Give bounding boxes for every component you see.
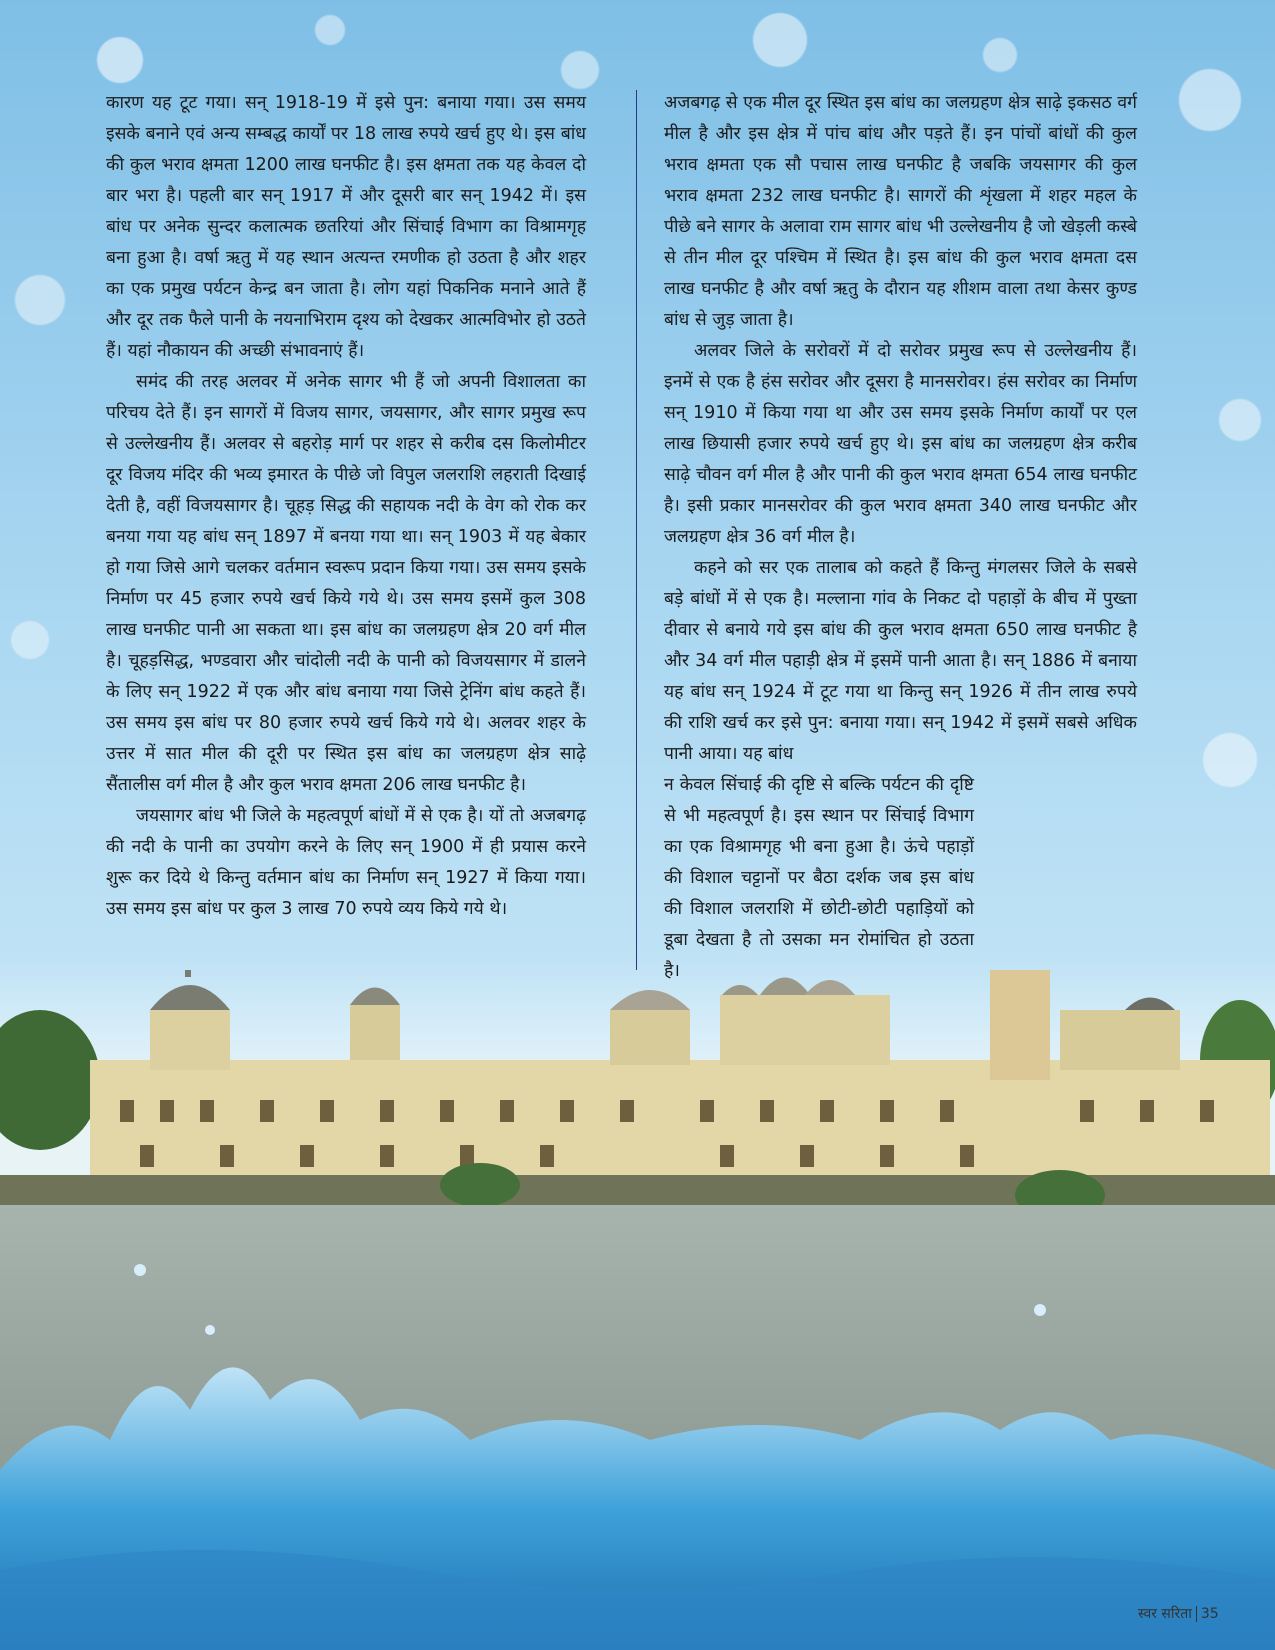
right-paragraph-1: अजबगढ़ से एक मील दूर स्थित इस बांध का जलग्रहण क्षेत्र साढ़े इकसठ वर्ग मील है और इस क्षेत्र में पांच बांध और पड़ते हैं। इन पांचों बांधों की कुल भराव क्षमता एक सौ पचास लाख घनफीट है जबकि जयसागर की कुल भराव क्षमता 232 लाख घनफीट है। सागरों की शृंखला में शहर महल के पीछे बने सागर के अलावा राम सागर बांध भी उल्लेखनीय है जो खेड़ली कस्बे से तीन मील दूर पश्चिम में स्थित है। इस बांध की कुल भराव क्षमता दस लाख घनफीट है और वर्षा ऋतु के दौरान यह शीशम वाला तथा केसर कुण्ड बांध से जुड़ जाता है। bbox=[664, 93, 1137, 330]
footer-separator bbox=[1196, 1606, 1197, 1622]
left-paragraph-1: कारण यह टूट गया। सन् 1918-19 में इसे पुन: बनाया गया। उस समय इसके बनाने एवं अन्य सम्बद्ध कार्यों पर 18 लाख रुपये खर्च हुए थे। इस बांध की कुल भराव क्षमता 1200 लाख घनफीट है। इस क्षमता तक यह केवल दो बार भरा है। पहली बार सन् 1917 में और दूसरी बार सन् 1942 में। इस बांध पर अनेक सुन्दर कलात्मक छतरियां और सिंचाई विभाग का विश्रामगृह बना हुआ है। वर्षा ऋतु में यह स्थान अत्यन्त रमणीक हो उठता है और शहर का एक प्रमुख पर्यटन केन्द्र बन जाता है। लोग यहां पिकनिक मनाने आते हैं और दूर तक फैले पानी के नयनाभिराम दृश्य को देखकर आत्मविभोर हो उठते हैं। यहां नौकायन की अच्छी संभावनाएं हैं। bbox=[106, 93, 586, 361]
left-paragraph-3: जयसागर बांध भी जिले के महत्वपूर्ण बांधों में से एक है। यों तो अजबगढ़ की नदी के पानी का उपयोग करने के लिए सन् 1900 में ही प्रयास करने शुरू कर दिये थे किन्तु वर्तमान बांध का निर्माण सन् 1927 में किया गया। उस समय इस बांध पर कुल 3 लाख 70 रुपये व्यय किये गये थे। bbox=[106, 806, 586, 919]
left-text-column bbox=[106, 88, 586, 925]
right-text-column bbox=[664, 88, 1137, 987]
column-divider bbox=[636, 90, 637, 970]
right-paragraph-3-wrapped: न केवल सिंचाई की दृष्टि से बल्कि पर्यटन की दृष्टि से भी महत्वपूर्ण है। इस स्थान पर सिंचाई विभाग का एक विश्रामगृह भी बना हुआ है। ऊंचे पहाड़ों की विशाल चट्टानों पर बैठा दर्शक जब इस बांध की विशाल जलराशि में छोटी-छोटी पहाड़ियों को डूबा देखता है तो उसका मन रोमांचित हो उठता है। bbox=[664, 775, 974, 981]
page-number: 35 bbox=[1200, 1606, 1219, 1622]
right-paragraph-2: अलवर जिले के सरोवरों में दो सरोवर प्रमुख रूप से उल्लेखनीय हैं। इनमें से एक है हंस सरोवर और दूसरा है मानसरोवर। हंस सरोवर का निर्माण सन् 1910 में किया गया था और उस समय इसके निर्माण कार्यों पर एल लाख छियासी हजार रुपये खर्च हुए थे। इस बांध का जलग्रहण क्षेत्र करीब साढ़े चौवन वर्ग मील है और पानी की कुल भराव क्षमता 654 लाख घनफीट है। इसी प्रकार मानसरोवर की कुल भराव क्षमता 340 लाख घनफीट और जलग्रहण क्षेत्र 36 वर्ग मील है। bbox=[664, 341, 1137, 547]
page-footer bbox=[1138, 1604, 1219, 1623]
right-paragraph-3: कहने को सर एक तालाब को कहते हैं किन्तु मंगलसर जिले के सबसे बड़े बांधों में से एक है। मल्लाना गांव के निकट दो पहाड़ों के बीच में पुख्ता दीवार से बनाये गये इस बांध की कुल भराव क्षमता 650 लाख घनफीट है और 34 वर्ग मील पहाड़ी क्षेत्र में इसमें पानी आता है। सन् 1886 में बनाया यह बांध सन् 1924 में टूट गया था किन्तु सन् 1926 में तीन लाख रुपये की राशि खर्च कर इसे पुन: बनाया गया। सन् 1942 में इसमें सबसे अधिक पानी आया। यह बांध bbox=[664, 558, 1137, 764]
palace-lake-photo bbox=[0, 970, 1275, 1650]
magazine-name: स्वर सरिता bbox=[1138, 1606, 1192, 1622]
left-paragraph-2: समंद की तरह अलवर में अनेक सागर भी हैं जो अपनी विशालता का परिचय देते हैं। इन सागरों में विजय सागर, जयसागर, और सागर प्रमुख रूप से उल्लेखनीय हैं। अलवर से बहरोड़ मार्ग पर शहर से करीब दस किलोमीटर दूर विजय मंदिर की भव्य इमारत के पीछे जो विपुल जलराशि लहराती दिखाई देती है, वहीं विजयसागर है। चूहड़ सिद्ध की सहायक नदी के वेग को रोक कर बनया गया यह बांध सन् 1897 में बनया गया था। सन् 1903 में यह बेकार हो गया जिसे आगे चलकर वर्तमान स्वरूप प्रदान किया गया। उस समय इसके निर्माण पर 45 हजार रुपये खर्च किये गये थे। उस समय इसमें कुल 308 लाख घनफीट पानी आ सकता था। इस बांध का जलग्रहण क्षेत्र 20 वर्ग मील है। चूहड़सिद्ध, भण्डवारा और चांदोली नदी के पानी को विजयसागर में डालने के लिए सन् 1922 में एक और बांध बनाया गया जिसे ट्रेनिंग बांध कहते हैं। उस समय इस बांध पर 80 हजार रुपये खर्च किये गये थे। अलवर शहर के उत्तर में सात मील की दूरी पर स्थित इस बांध का जलग्रहण क्षेत्र साढ़े सैंतालीस वर्ग मील है और कुल भराव क्षमता 206 लाख घनफीट है। bbox=[106, 372, 586, 795]
